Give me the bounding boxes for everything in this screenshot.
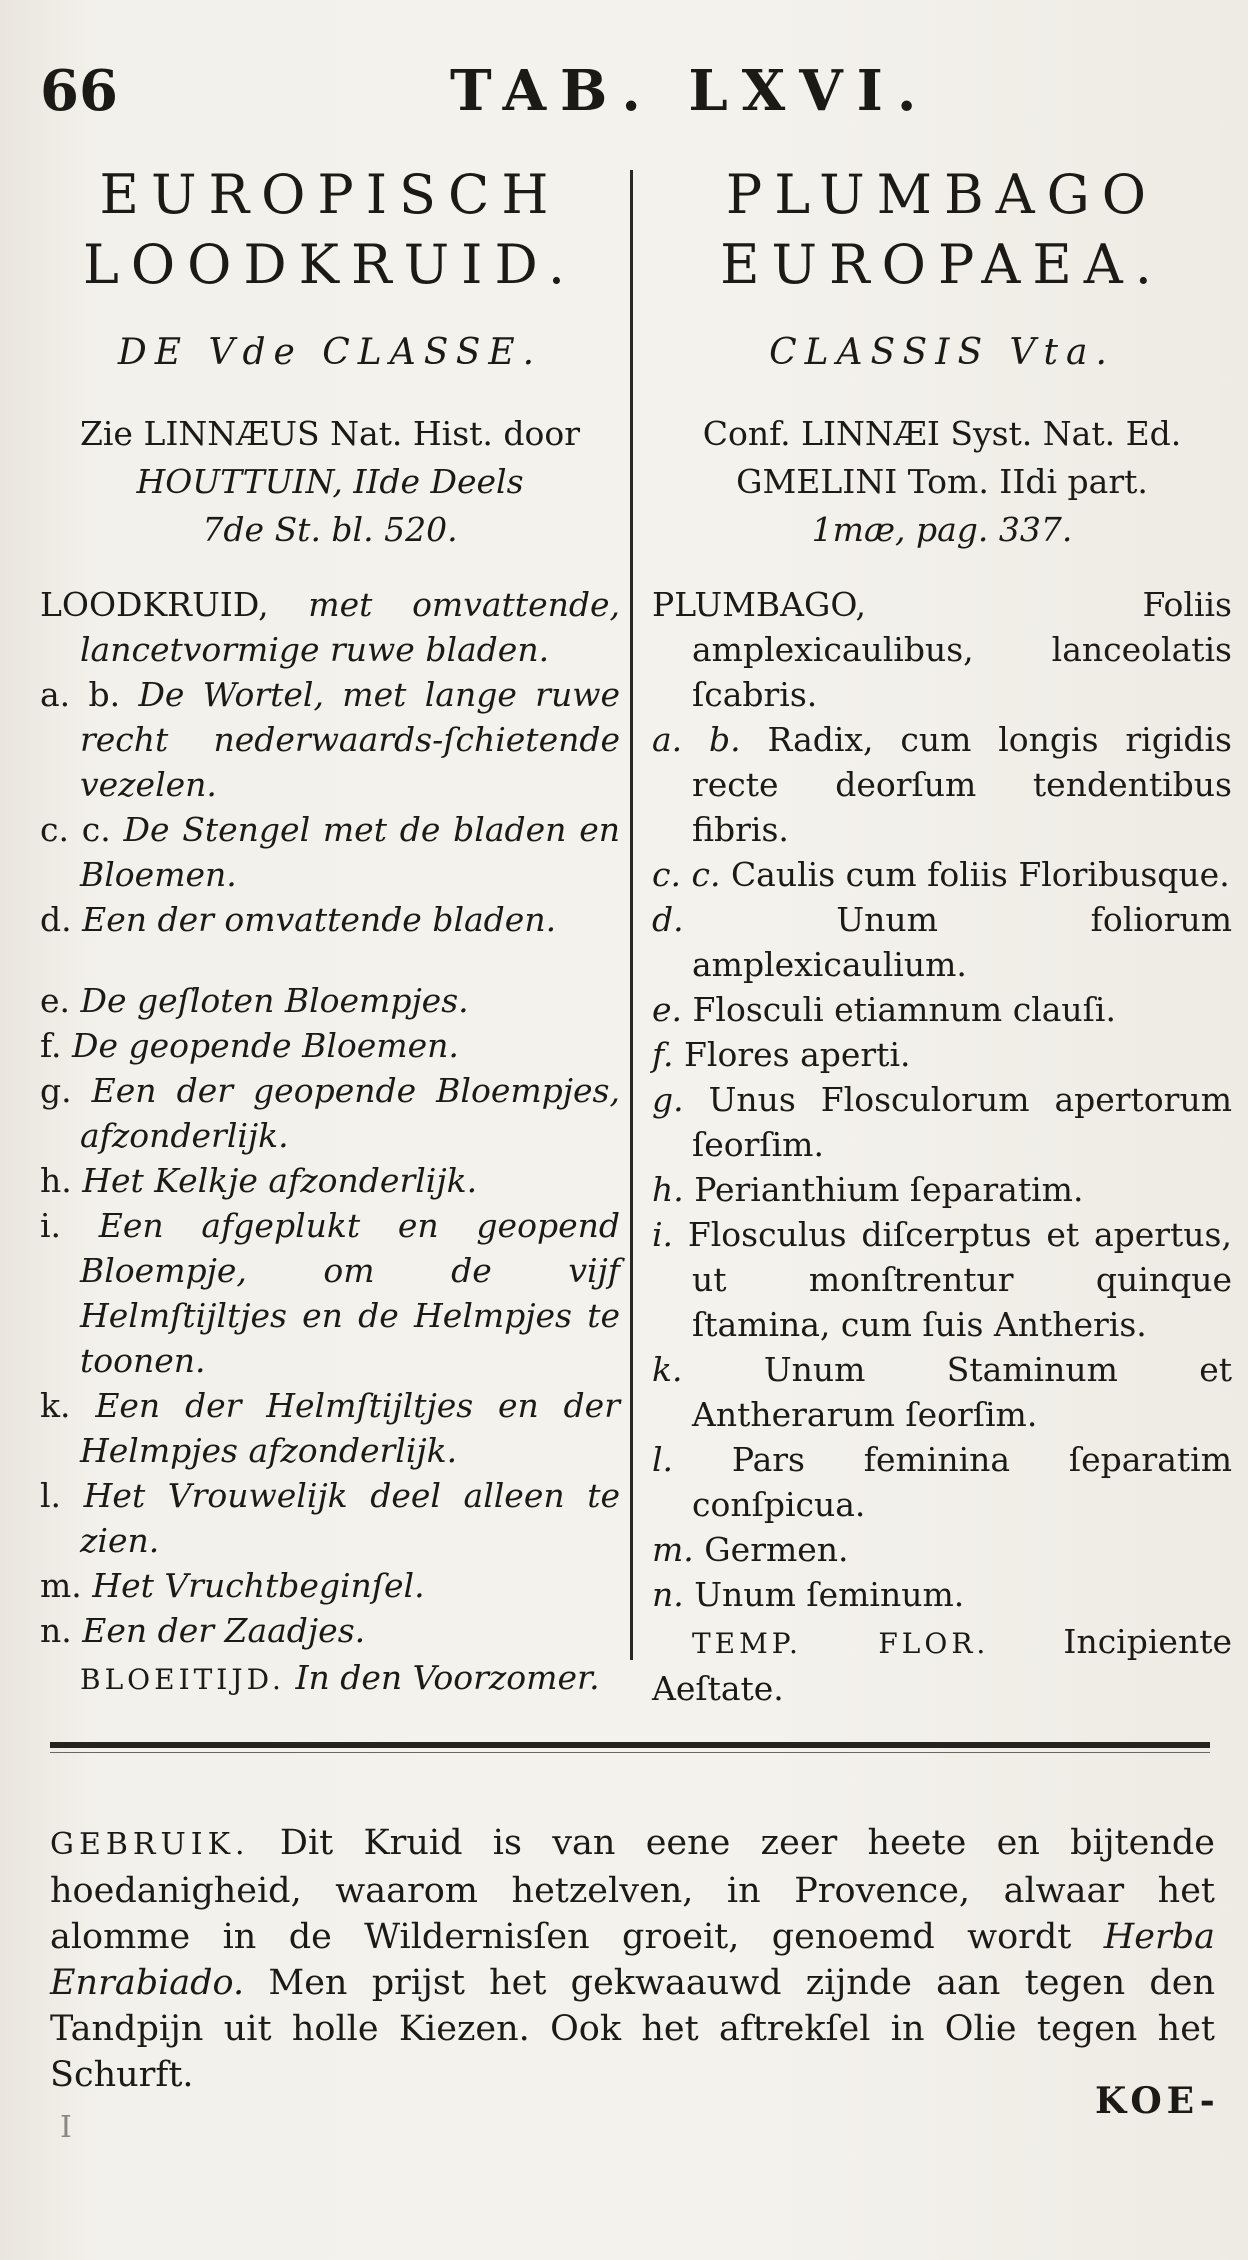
latin-class-heading: CLASSIS Vta.: [769, 332, 1115, 373]
item-key: d.: [652, 900, 684, 939]
latin-item: [652, 1527, 1232, 1572]
latin-item: [652, 987, 1232, 1032]
item-text: Flosculus diſcerptus et apertus, ut monſtrentur quinque ſtamina, cum ſuis Antheris.: [687, 1215, 1232, 1344]
item-key: c. c.: [652, 855, 721, 894]
item-text: Flosculi etiamnum clauſi.: [692, 990, 1116, 1029]
dutch-item: [40, 1158, 620, 1203]
item-key: l.: [40, 1476, 62, 1515]
item-text: De Wortel, met lange ruwe recht nederwaards-ſchietende vezelen.: [80, 675, 620, 804]
item-key: e.: [40, 981, 71, 1020]
catchword: KOE-: [1095, 2080, 1220, 2122]
two-column-text: [40, 160, 1232, 1708]
dutch-flowering-time: [40, 1655, 620, 1702]
latin-item: [652, 717, 1232, 852]
item-text: Unum foliorum amplexicaulium.: [692, 900, 1232, 984]
item-key: f.: [652, 1035, 674, 1074]
item-text: Flores aperti.: [684, 1035, 911, 1074]
item-key: n.: [652, 1575, 684, 1614]
latin-item: [652, 897, 1232, 987]
dutch-reference-line: 7de St. bl. 520.: [202, 510, 458, 549]
item-key: i.: [40, 1206, 62, 1245]
section-rule: [50, 1742, 1210, 1748]
dutch-column: [40, 160, 620, 1702]
dutch-class-heading: DE Vde CLASSE.: [117, 332, 543, 373]
usage-paragraph: [50, 1820, 1215, 2098]
page-number: 66: [40, 58, 118, 124]
item-key: m.: [40, 1566, 82, 1605]
dutch-item: [40, 672, 620, 807]
item-key: c. c.: [40, 810, 111, 849]
latin-item: [652, 1167, 1232, 1212]
item-key: i.: [652, 1215, 674, 1254]
latin-title-line-1: PLUMBAGO: [725, 163, 1159, 226]
item-key: a. b.: [652, 720, 741, 759]
latin-item: [652, 1077, 1232, 1167]
item-text: Het Kelkje afzonderlijk.: [82, 1161, 478, 1200]
item-text: Een der Helmſtijltjes en der Helmpjes afzonderlijk.: [80, 1386, 620, 1470]
item-text: De geopende Bloemen.: [72, 1026, 459, 1065]
flowering-text: Incipiente Aeſtate.: [652, 1622, 1232, 1708]
latin-title-line-2: EUROPAEA.: [720, 233, 1164, 296]
item-key: g.: [40, 1071, 72, 1110]
dutch-item: [40, 1608, 620, 1653]
latin-item: [652, 852, 1232, 897]
latin-item: [652, 1437, 1232, 1527]
latin-intro-key: PLUMBAGO,: [652, 585, 866, 624]
latin-reference: [652, 410, 1232, 554]
item-text: Germen.: [704, 1530, 849, 1569]
item-text: Unum Staminum et Antherarum ſeorſim.: [692, 1350, 1232, 1434]
dutch-item: [40, 1023, 620, 1068]
item-text: Caulis cum foliis Floribusque.: [730, 855, 1230, 894]
item-key: l.: [652, 1440, 674, 1479]
dutch-title-line-2: LOODKRUID.: [82, 233, 578, 296]
dutch-item: [40, 807, 620, 897]
latin-column: [652, 160, 1232, 1711]
item-text: Het Vrouwelijk deel alleen te zien.: [80, 1476, 620, 1560]
flowering-key: TEMP. FLOR.: [692, 1627, 990, 1660]
latin-intro: [652, 582, 1232, 717]
page-header: [40, 58, 1220, 138]
item-key: g.: [652, 1080, 684, 1119]
dutch-item: [40, 1203, 620, 1383]
usage-lead: GEBRUIK.: [50, 1827, 250, 1862]
column-divider: [630, 170, 633, 1660]
latin-item: [652, 1347, 1232, 1437]
usage-latin-name: Herba Enrabiado.: [50, 1917, 1215, 2003]
item-key: a. b.: [40, 675, 121, 714]
dutch-intro-key: LOODKRUID,: [40, 585, 269, 624]
item-text: Radix, cum longis rigidis recte deorſum tendentibus fibris.: [692, 720, 1232, 849]
dutch-item: [40, 1563, 620, 1608]
latin-item: [652, 1032, 1232, 1077]
usage-text: Men prijst het gekwaauwd zijnde aan tegen den Tandpijn uit holle Kiezen. Ook het aftrekſel in Olie tegen het Schurft.: [50, 1963, 1215, 2095]
latin-item: [652, 1572, 1232, 1617]
latin-reference-line: Conf. LINNÆI Syst. Nat. Ed.: [702, 414, 1182, 453]
item-key: f.: [40, 1026, 62, 1065]
usage-text: Dit Kruid is van eene zeer heete en bijtende hoedanigheid, waarom hetzelven, in Provence, alwaar het alomme in de Wildernisſen groeit, genoemd wordt: [50, 1823, 1215, 1957]
section-rule-thin: [50, 1752, 1210, 1753]
dutch-reference-line: Zie LINNÆUS Nat. Hist. door: [79, 414, 581, 453]
dutch-intro: [40, 582, 620, 672]
item-key: m.: [652, 1530, 694, 1569]
dutch-item: [40, 897, 620, 942]
signature-mark: I: [60, 2110, 80, 2145]
dutch-item: [40, 1068, 620, 1158]
item-text: De Stengel met de bladen en Bloemen.: [80, 810, 620, 894]
dutch-intro-text: met omvattende, lancetvormige ruwe bladen.: [80, 585, 620, 669]
item-key: k.: [652, 1350, 683, 1389]
flowering-text: In den Voorzomer.: [295, 1658, 600, 1697]
dutch-item: [40, 978, 620, 1023]
dutch-reference-line: HOUTTUIN, IIde Deels: [136, 462, 524, 501]
item-key: k.: [40, 1386, 71, 1425]
item-key: e.: [652, 990, 683, 1029]
flowering-key: BLOEITIJD.: [80, 1663, 285, 1696]
item-text: Een der omvattende bladen.: [82, 900, 557, 939]
dutch-item: [40, 1383, 620, 1473]
item-text: Het Vruchtbeginſel.: [92, 1566, 425, 1605]
item-text: Unus Flosculorum apertorum ſeorſim.: [692, 1080, 1232, 1164]
dutch-reference: [40, 410, 620, 554]
latin-intro-text: Foliis amplexicaulibus, lanceolatis ſcabris.: [692, 585, 1232, 714]
item-key: h.: [652, 1170, 684, 1209]
latin-flowering-time: [652, 1619, 1232, 1711]
dutch-item-list: [40, 582, 620, 1702]
item-key: d.: [40, 900, 72, 939]
latin-item: [652, 1212, 1232, 1347]
latin-reference-line: GMELINI Tom. IIdi part.: [736, 462, 1148, 501]
dutch-item: [40, 1473, 620, 1563]
item-key: h.: [40, 1161, 72, 1200]
dutch-title-line-1: EUROPISCH: [99, 163, 561, 226]
item-key: n.: [40, 1611, 72, 1650]
latin-reference-line: 1mæ, pag. 337.: [811, 510, 1073, 549]
item-text: De geſloten Bloempjes.: [80, 981, 469, 1020]
plate-title: TAB. LXVI.: [450, 58, 931, 124]
item-text: Perianthium ſeparatim.: [694, 1170, 1084, 1209]
item-text: Een der Zaadjes.: [82, 1611, 366, 1650]
latin-item-list: [652, 582, 1232, 1711]
item-text: Een der geopende Bloempjes, afzonderlijk.: [80, 1071, 620, 1155]
item-text: Een afgeplukt en geopend Bloempje, om de vijf Helmſtijltjes en de Helmpjes te toonen.: [80, 1206, 620, 1380]
item-text: Pars feminina ſeparatim conſpicua.: [692, 1440, 1232, 1524]
item-text: Unum ſeminum.: [694, 1575, 965, 1614]
